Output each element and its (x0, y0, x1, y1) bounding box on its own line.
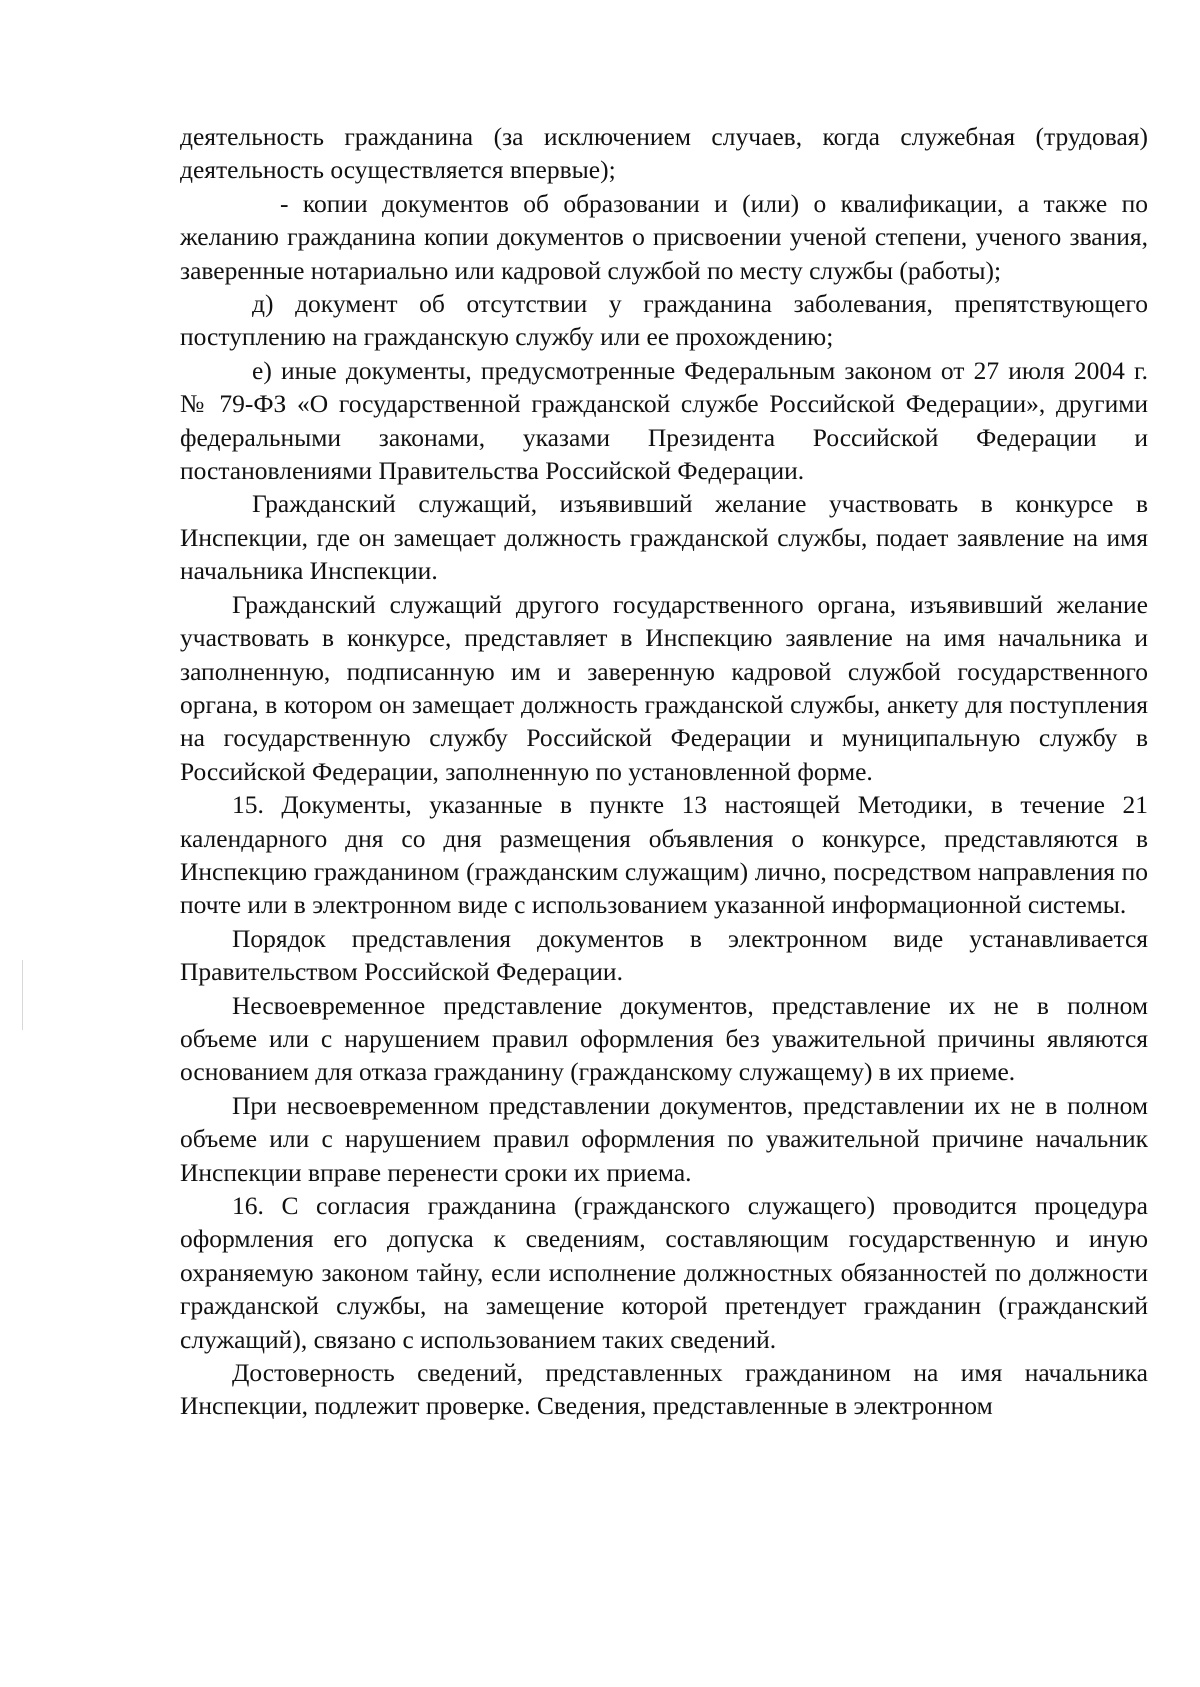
paragraph-civil-servant-same-inspection: Гражданский служащий, изъявивший желание участвовать в конкурсе в Инспекции, где он замещает должность гражданской службы, подает заявление на имя начальника Инспекции. (180, 489, 1148, 586)
paragraph-late-submission-refusal: Несвоевременное представление документов, представление их не в полном объеме или с нарушением правил оформления без уважительной причины являются основанием для отказа гражданину (гражданскому служащему) в их приеме. (180, 990, 1148, 1087)
paragraph-item-d: д) документ об отсутствии у гражданина заболевания, препятствующего поступлению на гражданскую службу или ее прохождению; (180, 289, 1148, 352)
scan-edge-mark (22, 960, 23, 1030)
paragraph-activity-continuation: деятельность гражданина (за исключением случаев, когда служебная (трудовая) деятельность осуществляется впервые); (180, 122, 1148, 185)
paragraph-verification: Достоверность сведений, представленных гражданином на имя начальника Инспекции, подлежит проверке. Сведения, представленные в электронном (180, 1358, 1148, 1421)
paragraph-item-15: 15. Документы, указанные в пункте 13 настоящей Методики, в течение 21 календарного дня со дня размещения объявления о конкурсе, представляются в Инспекцию гражданином (гражданским служащим) лично, посредством направления по почте или в электронном виде с использованием указанной информационной системы. (180, 790, 1148, 920)
paragraph-electronic-procedure: Порядок представления документов в электронном виде устанавливается Правительством Российской Федерации. (180, 923, 1148, 987)
paragraph-civil-servant-other-body: Гражданский служащий другого государственного органа, изъявивший желание участвовать в конкурсе, представляет в Инспекцию заявление на имя начальника и заполненную, подписанную им и заверенную кадровой службой государственного органа, в котором он замещает должность гражданской службы, анкету для поступления на государственную службу Российской Федерации и муниципальную службу в Российской Федерации, заполненную по установленной форме. (180, 589, 1148, 786)
paragraph-item-16: 16. С согласия гражданина (гражданского служащего) проводится процедура оформления его допуска к сведениям, составляющим государственную и иную охраняемую законом тайну, если исполнение должностных обязанностей по должности гражданской службы, на замещение которой претендует гражданин (гражданский служащий), связано с использованием таких сведений. (180, 1191, 1148, 1354)
paragraph-education-copies: - копии документов об образовании и (или) о квалификации, а также по желанию гражданина копии документов о присвоении ученой степени, ученого звания, заверенные нотариально или кадровой службой по месту службы (работы); (180, 188, 1148, 285)
paragraph-item-e: е) иные документы, предусмотренные Федеральным законом от 27 июля 2004 г. № 79-ФЗ «О государственной гражданской службе Российской Федерации», другими федеральными законами, указами Президента Российской Федерации и постановлениями Правительства Российской Федерации. (180, 355, 1148, 486)
document-body (180, 120, 1148, 1423)
paragraph-late-submission-reschedule: При несвоевременном представлении документов, представлении их не в полном объеме или с нарушением правил оформления по уважительной причине начальник Инспекции вправе перенести сроки их приема. (180, 1090, 1148, 1187)
